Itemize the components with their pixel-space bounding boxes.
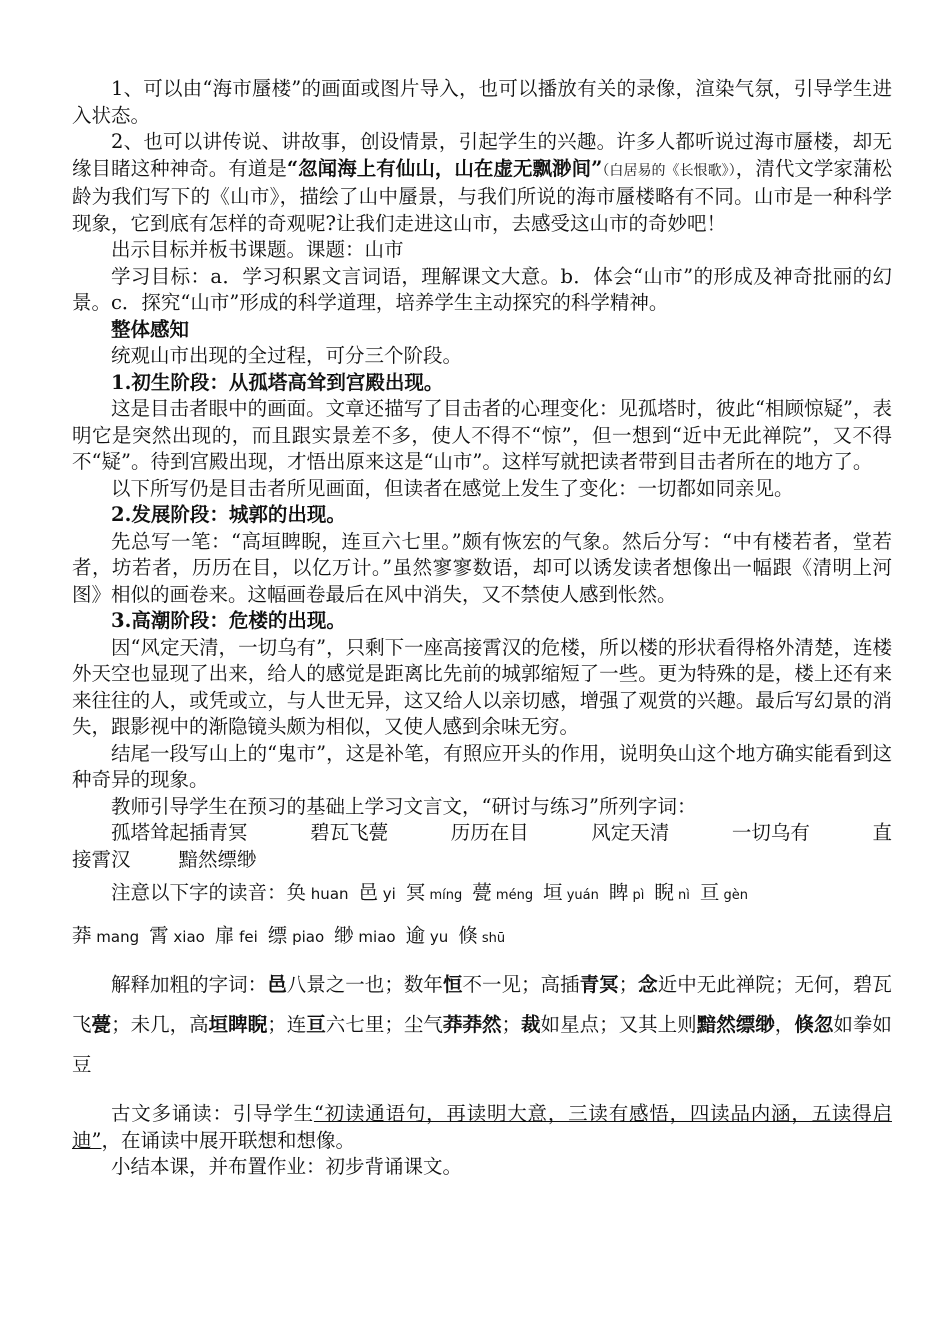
pron-item xyxy=(472,881,533,904)
pron-pinyin: piao xyxy=(287,928,325,946)
paragraph-recitation xyxy=(72,1101,892,1154)
vocab-item: 接霄汉 xyxy=(72,847,131,871)
heading-stage-1: 1.初生阶段：从孤塔高耸到宫殿出现。 xyxy=(111,370,444,394)
explain-text: ；连 xyxy=(267,1013,307,1036)
paragraph-title: 出示目标并板书课题。课题：山市 xyxy=(111,238,404,261)
explain-text: ； xyxy=(501,1013,521,1036)
pron-pinyin: yuán xyxy=(562,888,599,903)
pron-pinyin: méng xyxy=(491,888,534,903)
pron-item xyxy=(334,924,395,947)
vocab-item: 黯然缥缈 xyxy=(178,847,257,871)
paragraph-pronunciation xyxy=(72,873,892,959)
explain-text: 八景之一也；数年 xyxy=(286,973,443,996)
pron-pinyin: miao xyxy=(353,928,396,946)
heading-stage-2: 2.发展阶段：城郭的出现。 xyxy=(111,503,346,526)
recitation-underlined: “初读通语句，再读明大意，三读有感悟，四读品内涵，五读得启迪” xyxy=(72,1102,892,1152)
vocab-item: 碧瓦飞甍 xyxy=(310,821,389,844)
pron-item xyxy=(149,924,205,947)
pron-pinyin: yi xyxy=(378,885,396,903)
explain-bold: 念 xyxy=(638,973,658,996)
heading-stage-3: 3.高潮阶段：危楼的出现。 xyxy=(111,609,346,632)
explain-bold: 垣睥睨 xyxy=(208,1013,268,1036)
pron-item xyxy=(609,881,645,904)
paragraph-vocab-intro: 教师引导学生在预习的基础上学习文言文，“研讨与练习”所列字词： xyxy=(111,794,697,818)
vocab-item: 风定天清 xyxy=(591,821,670,844)
pron-pinyin: nì xyxy=(673,888,690,903)
pron-pinyin: gèn xyxy=(719,888,749,903)
vocab-list-continued xyxy=(72,847,892,874)
vocab-item: 孤塔耸起插青冥 xyxy=(111,821,248,844)
pron-char: 冥 xyxy=(405,881,426,904)
paragraph-stage-1: 这是目击者眼中的画面。文章还描写了目击者的心理变化：见孤塔时，彼此“相顾惊疑”，表明它是突然出现的，而且跟实景差不多，使人不得不“惊”，但一想到“近中无此禅院”，又不得不“疑”。待到宫殿出现，才悟出原来这是“山市”。这样写就把读者带到目击者所在的地方了。 xyxy=(72,397,892,473)
explain-bold: 黯然缥缈 xyxy=(696,1013,775,1036)
paragraph-goals: 学习目标：a．学习积累文言词语，理解课文大意。b．体会“山市”的形成及神奇批丽的幻景。c．探究“山市”形成的科学道理，培养学生主动探究的科学精神。 xyxy=(72,264,892,314)
paragraph-intro-2 xyxy=(72,129,892,237)
pron-line-2 xyxy=(72,924,515,947)
pron-char: 扉 xyxy=(214,924,235,947)
vocab-item: 历历在目 xyxy=(450,821,529,844)
explain-bold: 裁 xyxy=(521,1013,541,1036)
explain-bold: 邑 xyxy=(267,973,287,996)
explain-bold: 亘 xyxy=(306,1013,326,1036)
pron-item xyxy=(359,881,396,904)
pron-item xyxy=(406,881,462,904)
paragraph-stage-2: 先总写一笔：“高垣睥睨，连亘六七里。”颇有恢宏的气象。然后分写：“中有楼若者，堂若者，坊若者，历历在目，以亿万计。”虽然寥寥数语，却可以诱发读者想像出一幅跟《清明上河图》相似的画卷来。这幅画卷最后在风中消失，又不禁使人感到怅然。 xyxy=(72,529,892,606)
pron-item xyxy=(654,881,690,904)
pron-char: 缥 xyxy=(267,924,288,947)
poem-source: （白居易的《长恨歌》） xyxy=(602,162,736,179)
paragraph-ending: 结尾一段写山上的“鬼市”，这是补笔，有照应开头的作用，说明奂山这个地方确实能看到这种奇异的现象。 xyxy=(72,741,892,791)
pron-pinyin: fei xyxy=(234,928,258,946)
paragraph-explanations xyxy=(72,965,892,1085)
pron-label: 注意以下字的读音： xyxy=(111,881,287,904)
pron-pinyin: xiao xyxy=(168,928,205,946)
explain-text: 如星点；又其上则 xyxy=(540,1013,697,1036)
pron-char: 倏 xyxy=(458,924,478,947)
pron-item xyxy=(406,924,449,947)
explain-text: 六七里；尘气 xyxy=(325,1013,443,1036)
pron-item xyxy=(72,924,139,947)
paragraph-summary: 小结本课，并布置作业：初步背诵课文。 xyxy=(111,1155,463,1178)
paragraph-stages: 统观山市出现的全过程，可分三个阶段。 xyxy=(111,344,463,367)
explain-text: ；未几，高 xyxy=(111,1013,209,1036)
explain-bold: 恒 xyxy=(442,973,463,996)
pron-pinyin: pì xyxy=(628,888,645,903)
recitation-text-b: ，在诵读中展开联想和想像。 xyxy=(101,1128,355,1152)
paragraph-stage-1b: 以下所写仍是目击者所见画面，但读者在感觉上发生了变化：一切都如同亲见。 xyxy=(111,476,794,500)
pron-item xyxy=(215,924,258,947)
pron-char: 莽 xyxy=(72,924,92,947)
pron-pinyin: mang xyxy=(91,928,140,946)
pron-pinyin: shū xyxy=(477,931,506,946)
pron-item xyxy=(287,881,349,904)
intro-2-text-a: 2、也可以讲传说、讲故事，创设情景，引起学生的兴趣。许多人都听说过海市蜃楼，却无缘目睹这种神奇。有道是 xyxy=(72,130,892,180)
pron-char: 睥 xyxy=(608,881,629,904)
vocab-item: 一切乌有 xyxy=(731,821,810,844)
pron-item xyxy=(268,924,324,947)
pron-char: 垣 xyxy=(543,881,563,904)
heading-overall: 整体感知 xyxy=(111,317,190,341)
explain-bold: 倏忽 xyxy=(794,1013,834,1036)
pron-char: 亘 xyxy=(699,881,720,904)
pron-char: 奂 xyxy=(286,881,307,904)
pron-pinyin: yu xyxy=(425,928,449,946)
paragraph-intro-1: 1、可以由“海市蜃楼”的画面或图片导入，也可以播放有关的录像，渲染气氛，引导学生进入状态。 xyxy=(72,77,892,127)
document-page xyxy=(72,76,892,1181)
pron-line-1 xyxy=(287,881,759,904)
pron-char: 逾 xyxy=(405,924,426,947)
explain-text: ， xyxy=(774,1013,795,1036)
pron-char: 睨 xyxy=(654,881,674,904)
pron-item xyxy=(700,881,748,904)
paragraph-stage-3: 因“风定天清，一切乌有”，只剩下一座高接霄汉的危楼，所以楼的形状看得格外清楚，连楼外天空也显现了出来，给人的感觉是距离比先前的城郭缩短了一些。更为特殊的是，楼上还有来来往往的人，或凭或立，与人世无异，这又给人以亲切感，增强了观赏的兴趣。最后写幻景的消失，跟影视中的渐隐镜头颇为相似，又使人感到余味无穷。 xyxy=(72,635,892,738)
pron-item xyxy=(543,881,599,904)
explain-text: 近中无此禅院；无何，碧瓦飞 xyxy=(72,973,892,1036)
vocab-item: 直 xyxy=(872,821,892,844)
recitation-text-a: 古文多诵读：引导学生 xyxy=(111,1102,314,1125)
pron-char: 甍 xyxy=(472,881,492,904)
explain-text: 如拳如豆 xyxy=(72,1013,892,1076)
pron-pinyin: huan xyxy=(306,885,349,903)
vocab-list xyxy=(72,820,892,847)
pron-char: 缈 xyxy=(334,924,354,947)
pron-item xyxy=(458,924,505,947)
explain-text: 解释加粗的字词： xyxy=(111,973,268,996)
explain-bold: 莽莽然 xyxy=(442,1013,502,1036)
explain-text: 不一见；高插 xyxy=(462,973,580,996)
intro-2-text-b: ，清代文学家蒲松龄为我们写下的《山市》，描绘了山中蜃景，与我们所说的海市蜃楼略有不同。山市是一种科学现象，它到底有怎样的奇观呢?让我们走进这山市，去感受这山市的奇妙吧！ xyxy=(72,156,892,235)
explain-text: ； xyxy=(618,973,639,996)
poem-quote: “忽闻海上有仙山，山在虚无飘渺间” xyxy=(286,156,603,180)
pron-pinyin: míng xyxy=(425,888,463,903)
pron-char: 邑 xyxy=(358,881,379,904)
explain-bold: 甍 xyxy=(91,1013,112,1036)
explain-bold: 青冥 xyxy=(579,973,619,996)
pron-char: 霄 xyxy=(149,924,169,947)
